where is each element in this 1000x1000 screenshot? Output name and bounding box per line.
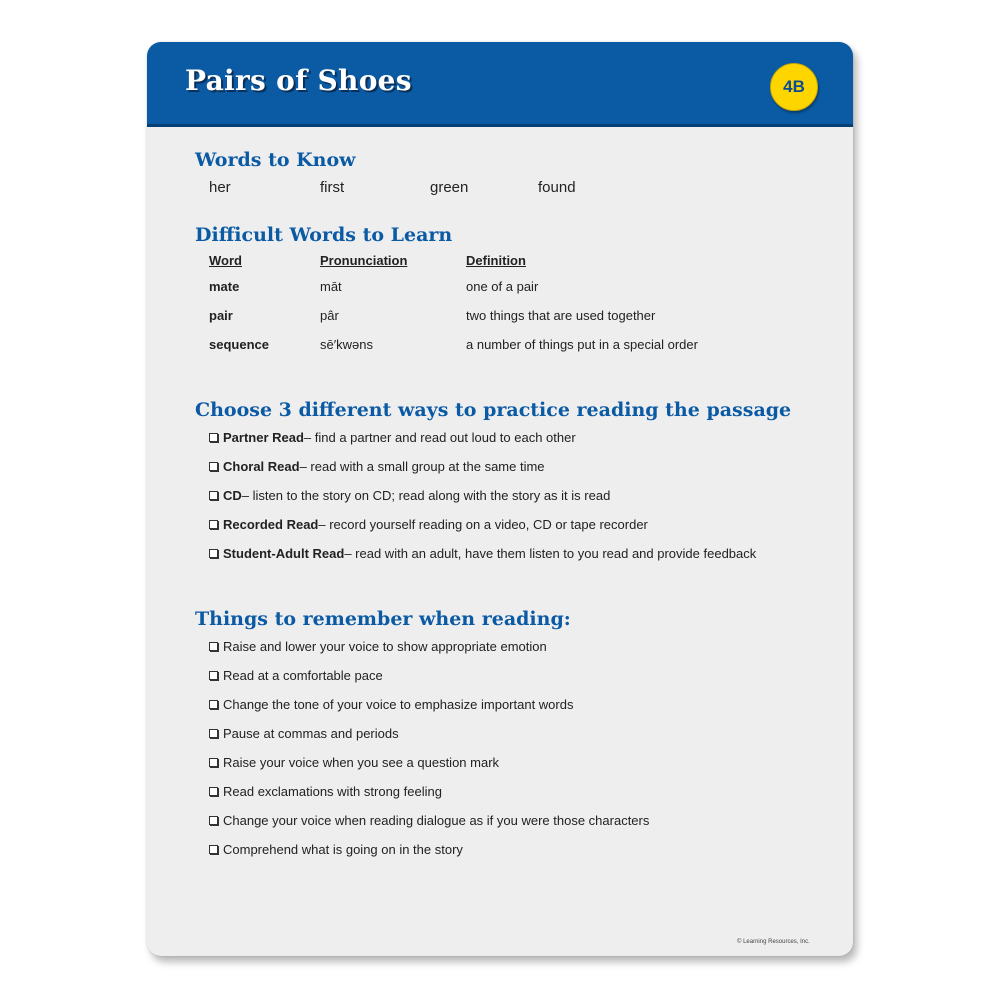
table-cell-definition: one of a pair: [466, 279, 539, 294]
activity-card: [147, 42, 853, 956]
item-text: Change the tone of your voice to emphasize important words: [223, 697, 574, 712]
checklist-item[interactable]: [209, 697, 573, 712]
item-label: CD: [223, 488, 242, 503]
checkbox-icon[interactable]: [209, 549, 218, 558]
item-text: – listen to the story on CD; read along with the story as it is read: [241, 488, 611, 503]
checklist-item[interactable]: [209, 546, 756, 561]
checkbox-icon[interactable]: [209, 816, 218, 825]
copyright-notice: © Learning Resources, Inc.: [737, 939, 810, 945]
checkbox-icon[interactable]: [209, 758, 218, 767]
word-to-know: first: [320, 179, 345, 196]
words-to-know-heading: Words to Know: [195, 149, 356, 171]
word-to-know: found: [538, 179, 576, 196]
card-number-badge: 4B: [770, 63, 818, 111]
table-cell-pronunciation: māt: [320, 279, 342, 294]
item-text: Pause at commas and periods: [223, 726, 399, 741]
table-cell-word: mate: [209, 279, 240, 294]
checklist-item[interactable]: [209, 784, 442, 799]
difficult-words-heading: Difficult Words to Learn: [195, 224, 453, 246]
card-header: [147, 42, 853, 127]
checklist-item[interactable]: [209, 755, 499, 770]
item-text: Change your voice when reading dialogue as if you were those characters: [223, 813, 650, 828]
checkbox-icon[interactable]: [209, 642, 218, 651]
table-cell-definition: a number of things put in a special order: [466, 337, 698, 352]
item-text: Comprehend what is going on in the story: [223, 842, 463, 857]
checkbox-icon[interactable]: [209, 520, 218, 529]
table-cell-pronunciation: pâr: [320, 308, 339, 323]
table-cell-pronunciation: sē′kwəns: [320, 337, 374, 352]
checklist-item[interactable]: [209, 813, 649, 828]
checklist-item[interactable]: [209, 668, 383, 683]
table-cell-word: pair: [209, 308, 233, 323]
item-text: – record yourself reading on a video, CD or tape recorder: [318, 517, 648, 532]
card-title: Pairs of Shoes: [185, 64, 412, 97]
checkbox-icon[interactable]: [209, 700, 218, 709]
item-text: – find a partner and read out loud to each other: [303, 430, 576, 445]
item-text: Read at a comfortable pace: [223, 668, 383, 683]
word-to-know: her: [209, 179, 231, 196]
checkbox-icon[interactable]: [209, 433, 218, 442]
item-label: Partner Read: [223, 430, 304, 445]
checkbox-icon[interactable]: [209, 787, 218, 796]
checkbox-icon[interactable]: [209, 491, 218, 500]
practice-heading: Choose 3 different ways to practice reading the passage: [195, 399, 792, 421]
checkbox-icon[interactable]: [209, 729, 218, 738]
item-text: – read with a small group at the same time: [299, 459, 545, 474]
checklist-item[interactable]: [209, 639, 547, 654]
item-label: Recorded Read: [223, 517, 319, 532]
checklist-item[interactable]: [209, 517, 648, 532]
item-label: Student-Adult Read: [223, 546, 345, 561]
item-text: – read with an adult, have them listen to you read and provide feedback: [344, 546, 757, 561]
checkbox-icon[interactable]: [209, 462, 218, 471]
column-header-word: Word: [209, 253, 242, 268]
column-header-definition: Definition: [466, 253, 526, 268]
remember-heading: Things to remember when reading:: [195, 608, 571, 630]
checkbox-icon[interactable]: [209, 845, 218, 854]
checklist-item[interactable]: [209, 430, 576, 445]
column-header-pronunciation: Pronunciation: [320, 253, 408, 268]
item-label: Choral Read: [223, 459, 300, 474]
checklist-item[interactable]: [209, 842, 463, 857]
table-cell-word: sequence: [209, 337, 269, 352]
checklist-item[interactable]: [209, 488, 610, 503]
checklist-item[interactable]: [209, 726, 399, 741]
checklist-item[interactable]: [209, 459, 545, 474]
item-text: Raise and lower your voice to show appropriate emotion: [223, 639, 547, 654]
table-cell-definition: two things that are used together: [466, 308, 656, 323]
checkbox-icon[interactable]: [209, 671, 218, 680]
item-text: Raise your voice when you see a question mark: [223, 755, 500, 770]
item-text: Read exclamations with strong feeling: [223, 784, 442, 799]
word-to-know: green: [430, 179, 469, 196]
